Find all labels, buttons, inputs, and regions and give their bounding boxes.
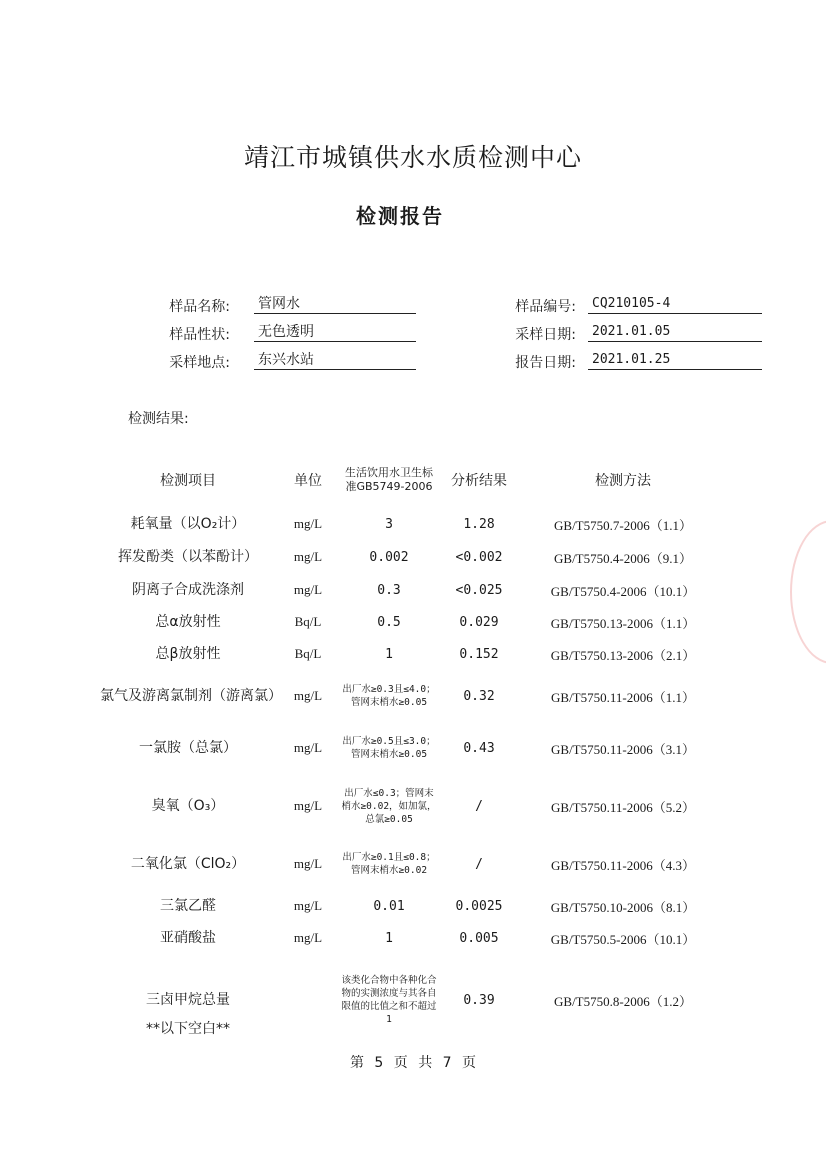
table-row: [100, 890, 726, 922]
report-date-value: 2021.01.25: [588, 352, 762, 370]
cell-standard: 1: [385, 930, 393, 946]
cell-item: 总β放射性: [155, 646, 221, 662]
table-row: [100, 606, 726, 638]
cell-method: GB/T5750.4-2006（9.1）: [554, 550, 692, 566]
report-title: 检测报告: [356, 204, 444, 228]
cell-standard: 0.002: [369, 549, 409, 565]
cell-method: GB/T5750.7-2006（1.1）: [554, 517, 692, 533]
cell-result: <0.002: [455, 549, 503, 565]
table-row: [100, 922, 726, 954]
cell-standard: 0.01: [373, 898, 405, 914]
cell-result: 1.28: [463, 516, 495, 532]
cell-standard: 出厂水≥0.5且≤3.0；管网末梢水≥0.05: [342, 736, 436, 760]
cell-standard: 1: [385, 646, 393, 662]
cell-item: 三氯乙醛: [160, 898, 216, 914]
cell-unit: mg/L: [293, 516, 323, 531]
table-row: [100, 540, 726, 574]
cell-item: 总α放射性: [155, 614, 221, 630]
header-standard: 生活饮用水卫生标准GB5749-2006: [345, 466, 433, 493]
sampling-date-label: 采样日期:: [515, 327, 576, 343]
cell-item: 亚硝酸盐: [160, 930, 216, 946]
cell-unit: mg/L: [293, 582, 323, 597]
cell-item: 一氯胺（总氯）: [139, 740, 237, 756]
cell-result: /: [475, 856, 483, 872]
report-date-label: 报告日期:: [515, 355, 576, 371]
blank-below-mark: **以下空白**: [146, 1021, 230, 1037]
table-row: [100, 838, 726, 890]
cell-method: GB/T5750.11-2006（3.1）: [551, 741, 695, 757]
sample-code-label: 样品编号:: [515, 299, 576, 315]
cell-item: 氯气及游离氯制剂（游离氯）: [100, 688, 282, 704]
header-method: 检测方法: [595, 473, 651, 489]
cell-result: 0.005: [459, 930, 499, 946]
cell-result: 0.029: [459, 614, 499, 630]
cell-standard: 出厂水≤0.3；管网末梢水≥0.02，如加氯，总氯≥0.05: [341, 787, 437, 825]
cell-method: GB/T5750.13-2006（1.1）: [550, 615, 696, 631]
cell-standard: 出厂水≥0.1且≤0.8；管网末梢水≥0.02: [342, 852, 436, 876]
table-row: [100, 670, 726, 722]
cell-method: GB/T5750.8-2006（1.2）: [554, 993, 692, 1009]
sampling-location-label: 采样地点:: [169, 355, 230, 371]
cell-item: 臭氧（O₃）: [151, 798, 225, 814]
cell-result: <0.025: [455, 582, 503, 598]
cell-standard: 3: [385, 516, 393, 532]
cell-item: 二氧化氯（ClO₂）: [130, 856, 246, 872]
sample-property-value: 无色透明: [254, 324, 416, 342]
page-number-footer: 第 5 页 共 7 页: [349, 1055, 477, 1071]
sample-name-label: 样品名称:: [169, 299, 230, 315]
cell-item: 三卤甲烷总量: [146, 992, 230, 1008]
cell-unit: Bq/L: [294, 614, 322, 629]
cell-result: 0.39: [463, 992, 495, 1008]
cell-item: 阴离子合成洗涤剂: [132, 582, 244, 598]
table-row: [100, 638, 726, 670]
cell-method: GB/T5750.10-2006（8.1）: [550, 899, 696, 915]
cell-method: GB/T5750.11-2006（1.1）: [551, 689, 695, 705]
table-row: [100, 508, 726, 540]
cell-unit: mg/L: [293, 856, 323, 871]
cell-method: GB/T5750.4-2006（10.1）: [550, 583, 696, 599]
cell-unit: mg/L: [293, 798, 323, 813]
cell-standard: 该类化合物中各种化合物的实测浓度与其各自限值的比值之和不超过1: [341, 975, 437, 1025]
sample-property-label: 样品性状:: [169, 327, 230, 343]
cell-unit: mg/L: [293, 688, 323, 703]
organization-title: 靖江市城镇供水水质检测中心: [243, 143, 582, 172]
cell-result: /: [475, 798, 483, 814]
cell-standard: 出厂水≥0.3且≤4.0；管网末梢水≥0.05: [342, 684, 436, 708]
cell-result: 0.152: [459, 646, 499, 662]
cell-unit: mg/L: [293, 740, 323, 755]
sampling-date-value: 2021.01.05: [588, 324, 762, 342]
sample-info: [0, 296, 826, 376]
cell-result: 0.32: [463, 688, 495, 704]
cell-item: 耗氧量（以O₂计）: [130, 516, 246, 532]
header-item: 检测项目: [160, 473, 216, 489]
cell-method: GB/T5750.5-2006（10.1）: [550, 931, 696, 947]
cell-standard: 0.3: [377, 582, 401, 598]
cell-result: 0.0025: [455, 898, 503, 914]
cell-unit: [276, 954, 340, 1046]
stamp-mark: [790, 520, 826, 664]
cell-method: GB/T5750.13-2006（2.1）: [550, 647, 696, 663]
table-row: [100, 574, 726, 606]
cell-unit: mg/L: [293, 549, 323, 564]
cell-standard: 0.5: [377, 614, 401, 630]
header-unit: 单位: [294, 473, 322, 489]
results-label: 检测结果:: [128, 411, 189, 427]
cell-result: 0.43: [463, 740, 495, 756]
results-table: [100, 452, 726, 1046]
header-result: 分析结果: [451, 473, 507, 489]
table-row: [100, 722, 726, 774]
table-row: [100, 774, 726, 838]
cell-unit: mg/L: [293, 930, 323, 945]
cell-item: 挥发酚类（以苯酚计）: [118, 549, 258, 565]
table-header-row: [100, 452, 726, 508]
sampling-location-value: 东兴水站: [254, 352, 416, 370]
cell-method: GB/T5750.11-2006（4.3）: [551, 857, 695, 873]
sample-code-value: CQ210105-4: [588, 296, 762, 314]
cell-unit: mg/L: [293, 898, 323, 913]
sample-name-value: 管网水: [254, 296, 416, 314]
cell-unit: Bq/L: [294, 646, 322, 661]
cell-method: GB/T5750.11-2006（5.2）: [551, 799, 695, 815]
